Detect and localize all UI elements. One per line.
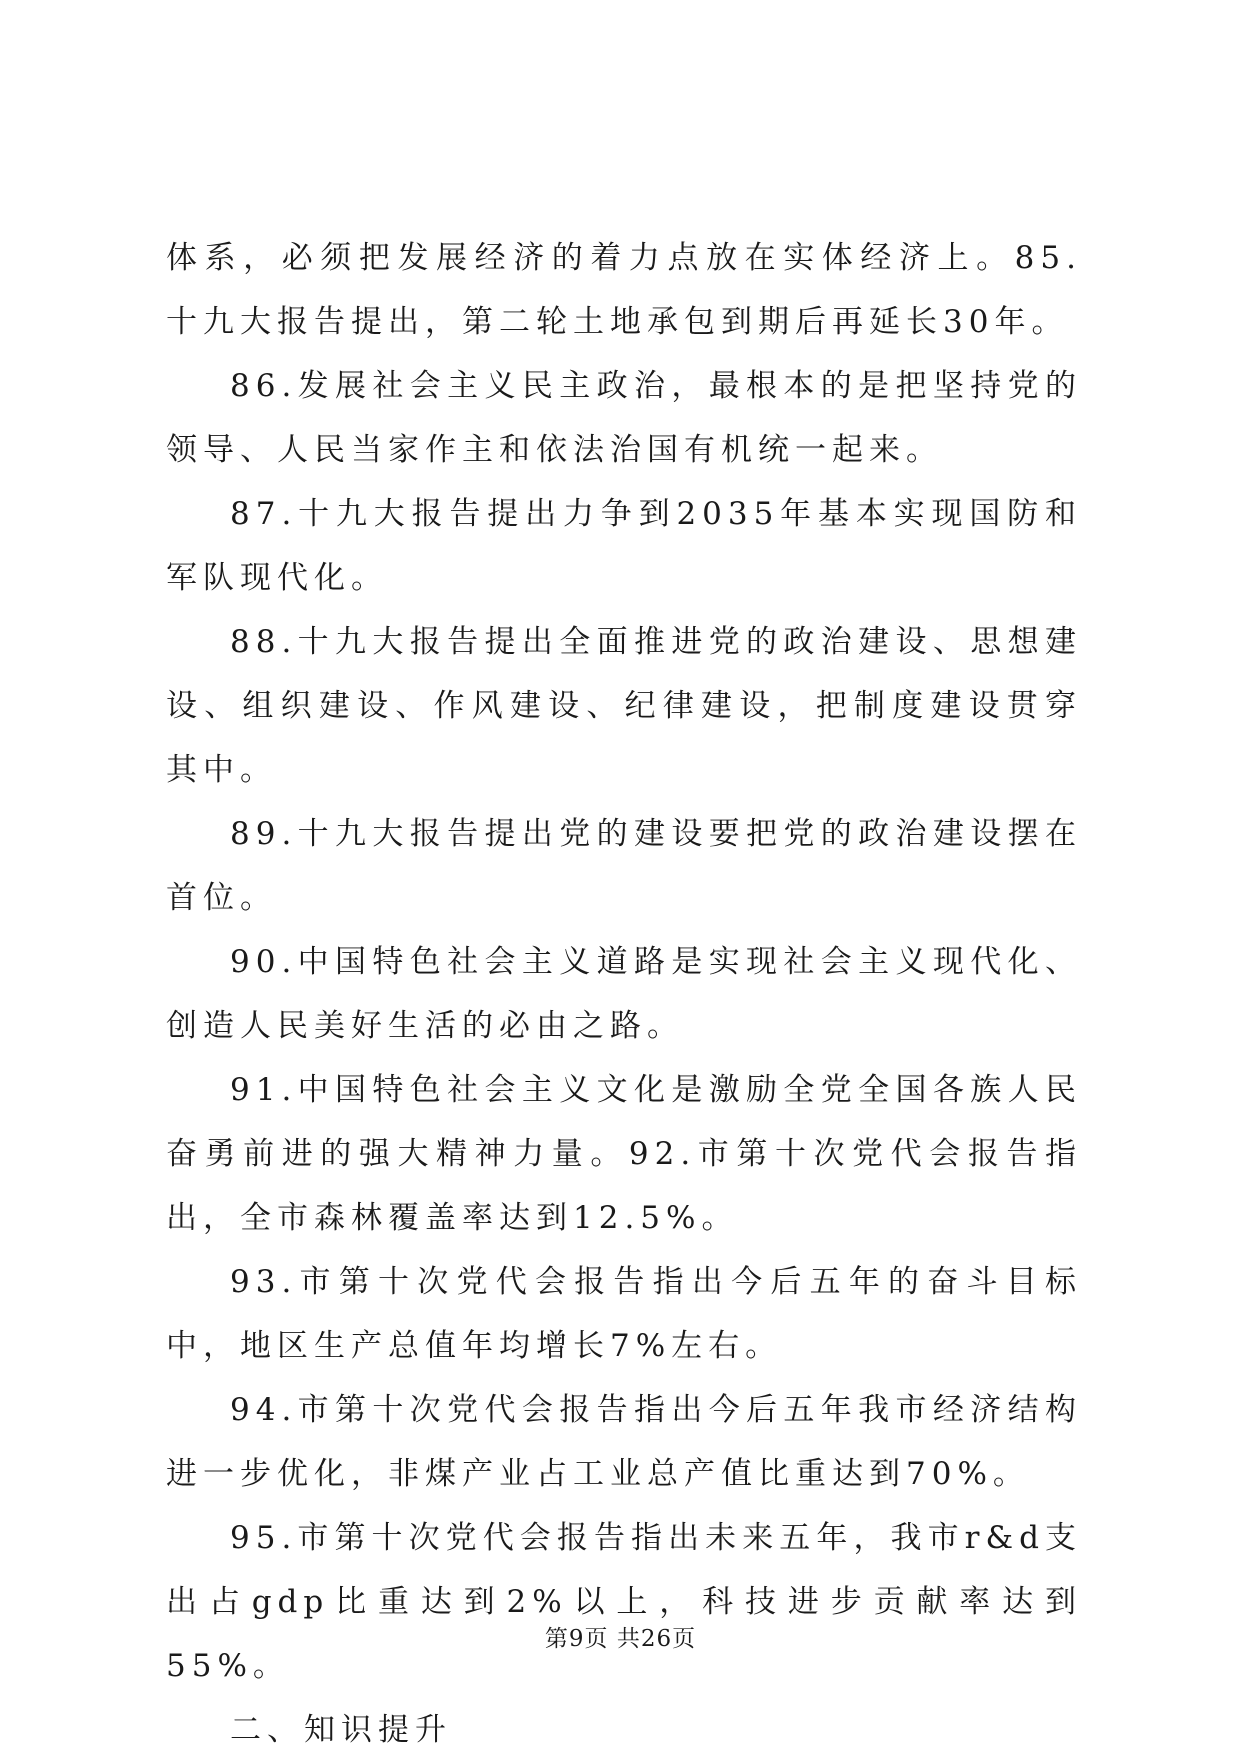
paragraph-item-87: 87.十九大报告提出力争到2035年基本实现国防和军队现代化。 [166,496,1082,596]
page-number-footer: 第9页 共26页 [544,1626,697,1652]
paragraph-item-88: 88.十九大报告提出全面推进党的政治建设、思想建设、组织建设、作风建设、纪律建设，把制度建设贯穿其中。 [166,624,1082,788]
paragraph-item-94: 94.市第十次党代会报告指出今后五年我市经济结构进一步优化，非煤产业占工业总产值比重达到70%。 [166,1392,1082,1492]
document-body [166,226,1082,1762]
section-heading: 二、知识提升 [230,1712,452,1748]
paragraph-item-86: 86.发展社会主义民主政治，最根本的是把坚持党的领导、人民当家作主和依法治国有机统一起来。 [166,368,1082,468]
paragraph-item-90: 90.中国特色社会主义道路是实现社会主义现代化、创造人民美好生活的必由之路。 [166,944,1082,1044]
paragraph-item-95: 95.市第十次党代会报告指出未来五年，我市r&d支出占gdp比重达到2%以上，科技进步贡献率达到55%。 [166,1520,1082,1684]
paragraph-item-89: 89.十九大报告提出党的建设要把党的政治建设摆在首位。 [166,816,1082,916]
paragraph-continuation: 体系，必须把发展经济的着力点放在实体经济上。85.十九大报告提出，第二轮土地承包到期后再延长30年。 [166,240,1082,340]
paragraph-item-93: 93.市第十次党代会报告指出今后五年的奋斗目标中，地区生产总值年均增长7%左右。 [166,1264,1082,1364]
paragraph-item-91: 91.中国特色社会主义文化是激励全党全国各族人民奋勇前进的强大精神力量。92.市第十次党代会报告指出，全市森林覆盖率达到12.5%。 [166,1072,1082,1236]
